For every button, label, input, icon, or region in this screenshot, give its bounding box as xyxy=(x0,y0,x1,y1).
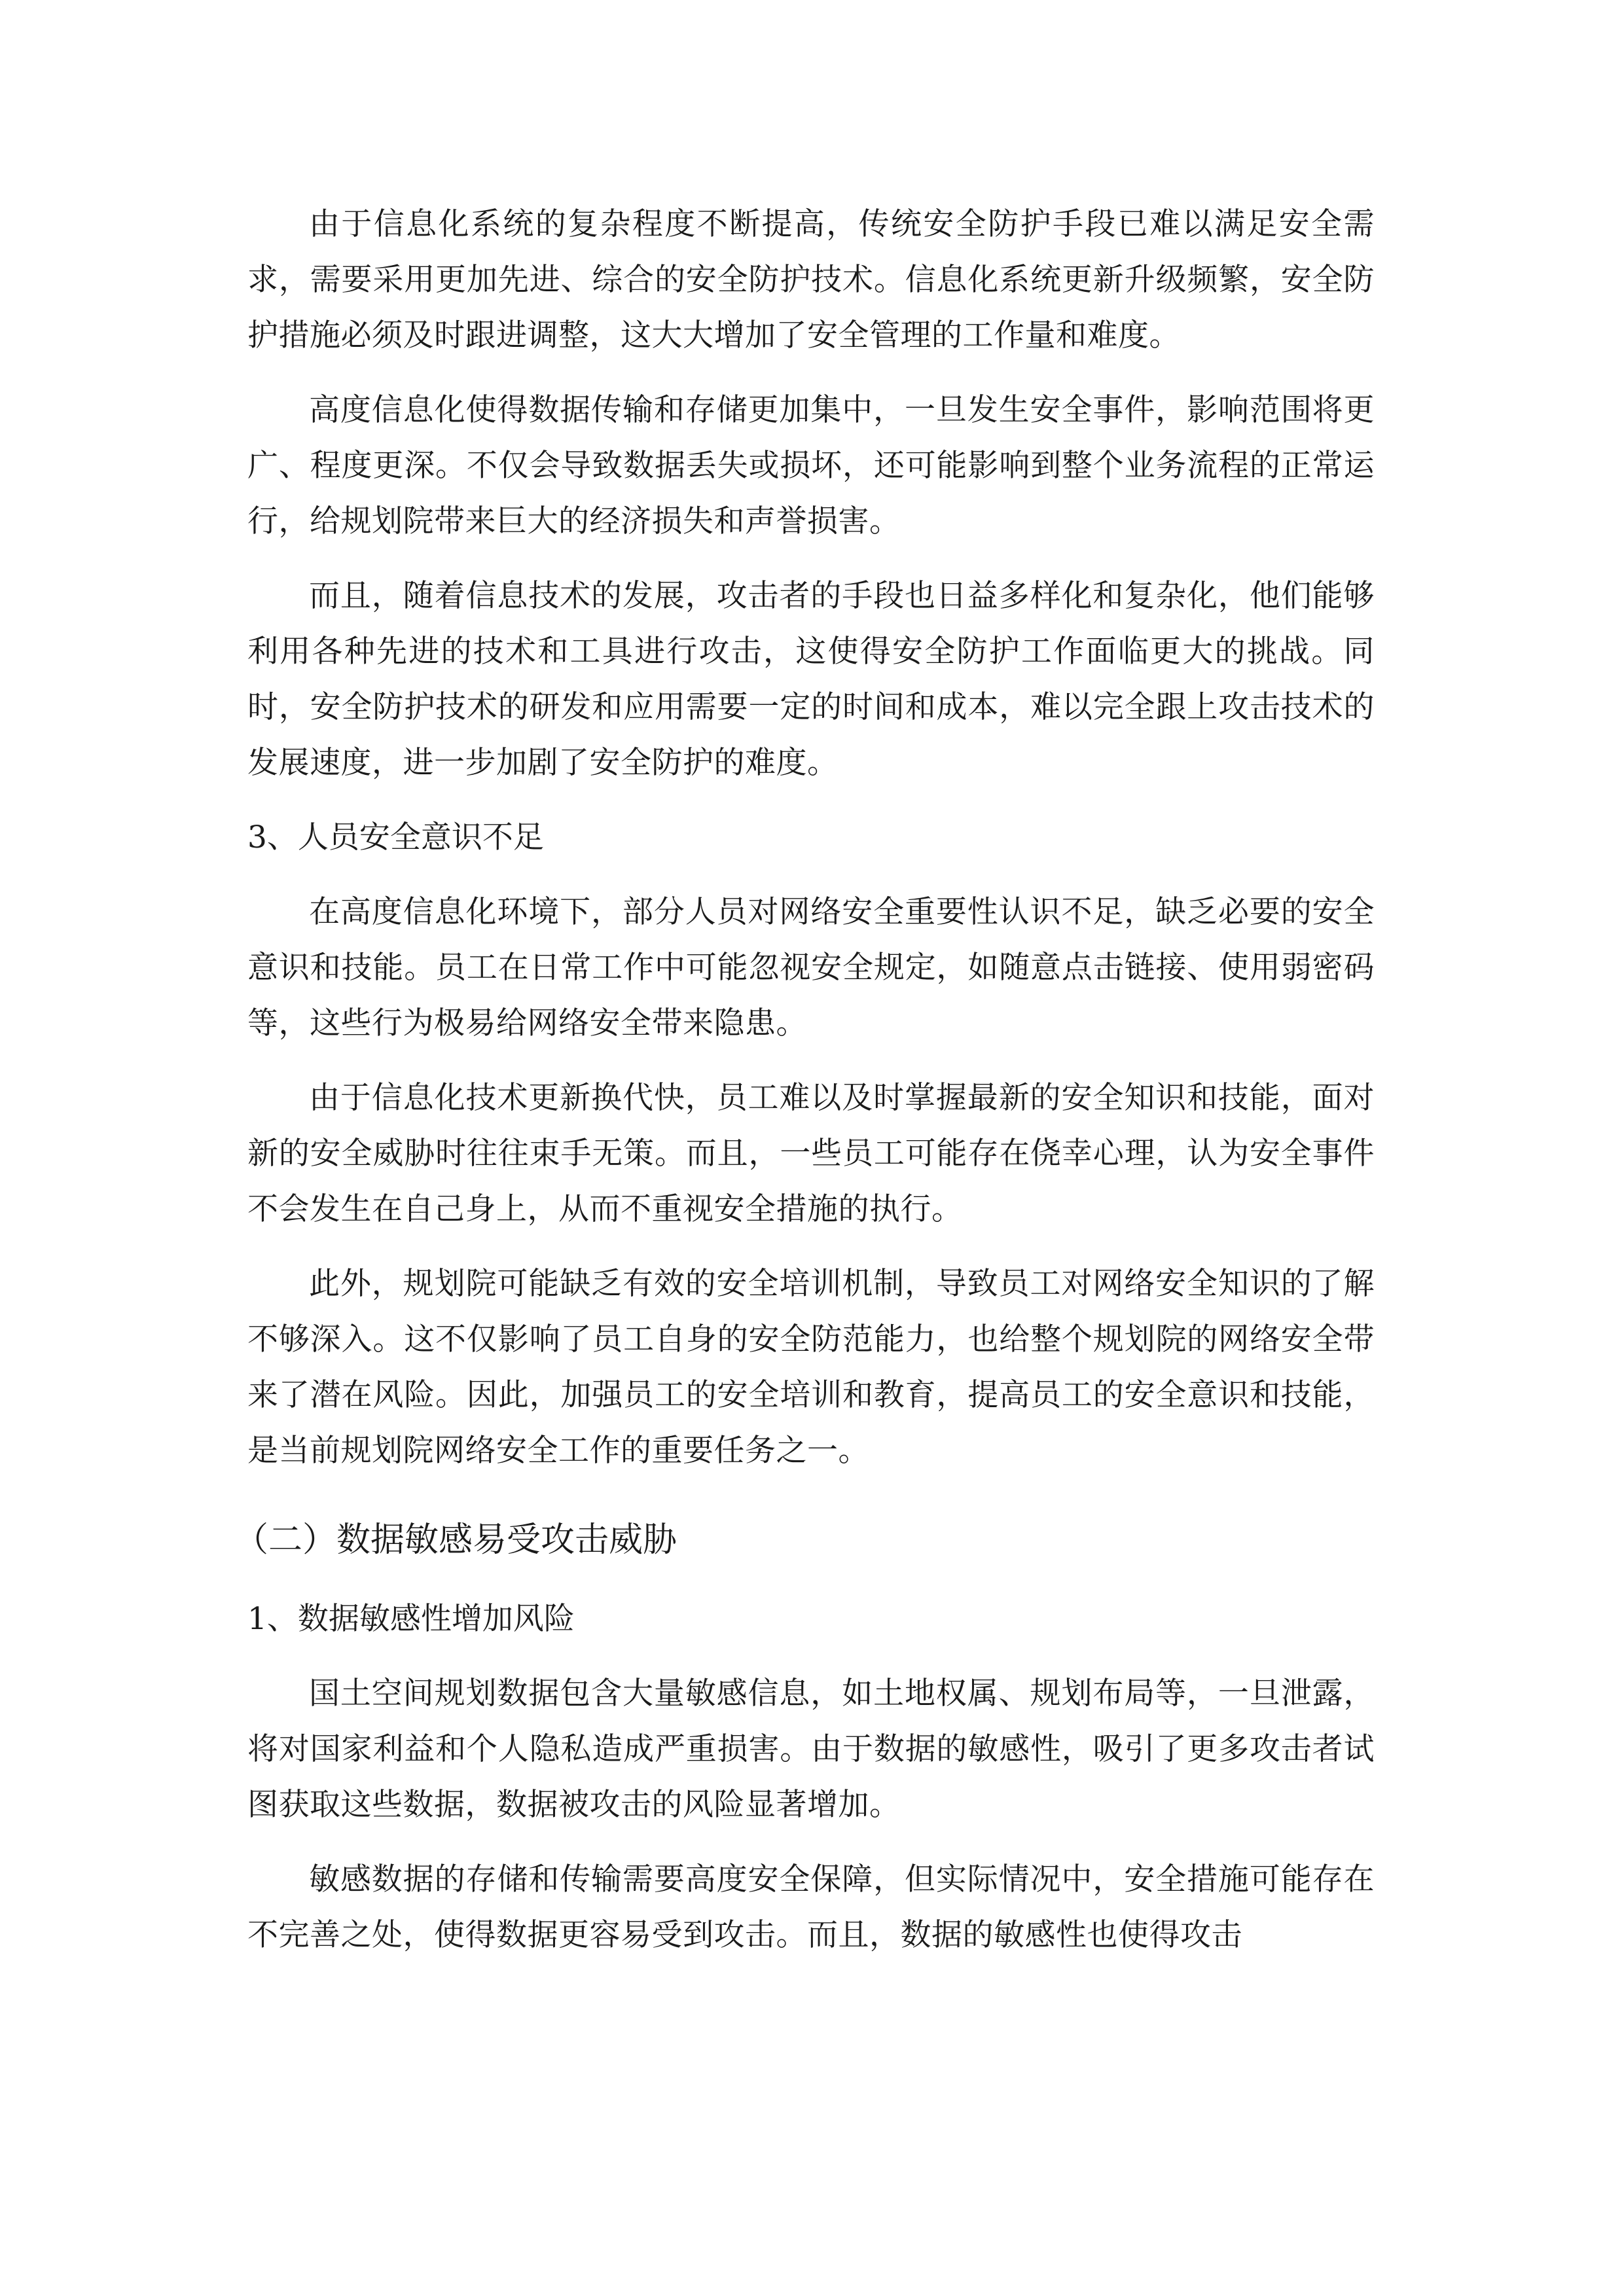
paragraph-4: 在高度信息化环境下，部分人员对网络安全重要性认识不足，缺乏必要的安全意识和技能。员工在日常工作中可能忽视安全规定，如随意点击链接、使用弱密码等，这些行为极易给网络安全带来隐患。 xyxy=(247,894,1375,1041)
section-heading-data-sensitivity: （二）数据敏感易受攻击威胁 xyxy=(234,1520,677,1560)
paragraph-3: 而且，随着信息技术的发展，攻击者的手段也日益多样化和复杂化，他们能够利用各种先进的技术和工具进行攻击，这使得安全防护工作面临更大的挑战。同时，安全防护技术的研发和应用需要一定的时间和成本，难以完全跟上攻击技术的发展速度，进一步加剧了安全防护的难度。 xyxy=(247,578,1375,781)
paragraph-7: 国土空间规划数据包含大量敏感信息，如土地权属、规划布局等，一旦泄露，将对国家利益和个人隐私造成严重损害。由于数据的敏感性，吸引了更多攻击者试图获取这些数据，数据被攻击的风险显著增加。 xyxy=(247,1676,1375,1823)
subheading-data-risk: 1、数据敏感性增加风险 xyxy=(247,1601,575,1637)
paragraph-2: 高度信息化使得数据传输和存储更加集中，一旦发生安全事件，影响范围将更广、程度更深。不仅会导致数据丢失或损坏，还可能影响到整个业务流程的正常运行，给规划院带来巨大的经济损失和声誉损害。 xyxy=(247,392,1375,539)
subheading-personnel-awareness: 3、人员安全意识不足 xyxy=(247,819,544,855)
paragraph-8: 敏感数据的存储和传输需要高度安全保障，但实际情况中，安全措施可能存在不完善之处，使得数据更容易受到攻击。而且，数据的敏感性也使得攻击 xyxy=(247,1861,1375,1953)
paragraph-1: 由于信息化系统的复杂程度不断提高，传统安全防护手段已难以满足安全需求，需要采用更加先进、综合的安全防护技术。信息化系统更新升级频繁，安全防护措施必须及时跟进调整，这大大增加了安全管理的工作量和难度。 xyxy=(247,206,1375,353)
paragraph-6: 此外，规划院可能缺乏有效的安全培训机制，导致员工对网络安全知识的了解不够深入。这不仅影响了员工自身的安全防范能力，也给整个规划院的网络安全带来了潜在风险。因此，加强员工的安全培训和教育，提高员工的安全意识和技能，是当前规划院网络安全工作的重要任务之一。 xyxy=(247,1266,1375,1469)
document-page xyxy=(234,196,1375,1982)
paragraph-5: 由于信息化技术更新换代快，员工难以及时掌握最新的安全知识和技能，面对新的安全威胁时往往束手无策。而且，一些员工可能存在侥幸心理，认为安全事件不会发生在自己身上，从而不重视安全措施的执行。 xyxy=(247,1080,1375,1227)
